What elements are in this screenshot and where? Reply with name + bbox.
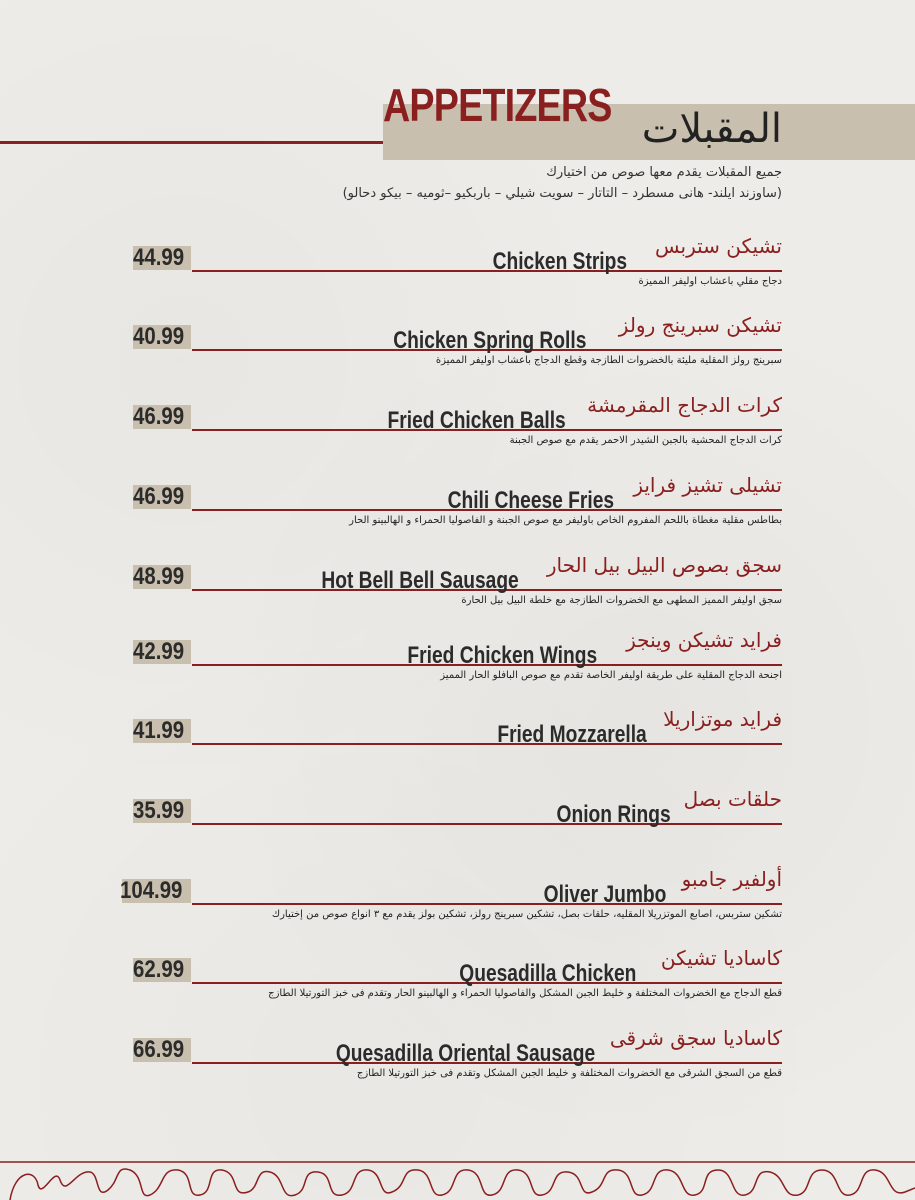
item-price: 48.99 xyxy=(133,563,185,590)
item-description: سبرينج رولز المقلية مليئة بالخضروات الطازجة وقطع الدجاج باعشاب اوليفر المميزة xyxy=(435,355,782,366)
item-name-ar: تشيكن سبرينج رولز xyxy=(618,313,782,337)
item-name-en: Quesadilla Chicken xyxy=(458,960,636,987)
item-description: تشكين ستربس، اصابع الموتزريلا المقليه، حلقات بصل، تشكين سبرينج رولز، تشكين بولز يقدم مع ٣ انواع صوص من إختيارك xyxy=(271,909,782,920)
menu-item xyxy=(0,393,915,475)
item-name-ar: كاساديا سجق شرقى xyxy=(609,1026,782,1050)
item-price: 66.99 xyxy=(133,1036,185,1063)
item-name-ar: تشيلى تشيز فرايز xyxy=(633,473,782,497)
item-price: 46.99 xyxy=(133,403,185,430)
item-name-en: Hot Bell Bell Sausage xyxy=(321,567,519,594)
item-name-ar: فرايد موتزاريلا xyxy=(663,707,782,731)
menu-item xyxy=(0,313,915,395)
item-name-en: Onion Rings xyxy=(556,801,671,828)
item-rule xyxy=(192,903,782,905)
item-description: قطع من السجق الشرقى مع الخضروات المختلفة و خليط الجبن المشكل وتقدم فى خبز التورتيلا الطازج xyxy=(356,1068,782,1079)
item-name-en: Oliver Jumbo xyxy=(543,881,666,908)
item-rule xyxy=(192,743,782,745)
menu-item xyxy=(0,787,915,869)
menu-item xyxy=(0,867,915,949)
script-border-decoration xyxy=(0,1140,915,1200)
section-title-en: APPETIZERS xyxy=(383,79,612,131)
intro-line-2: (ساوزند ايلند- هانى مسطرد – التاتار – سويت شيلي – باربكيو –ثوميه – بيكو دحالو) xyxy=(342,186,782,201)
item-price: 42.99 xyxy=(133,638,185,665)
item-description: دجاج مقلي باعشاب اوليفر المميزة xyxy=(638,276,782,287)
item-price: 35.99 xyxy=(133,797,185,824)
item-rule xyxy=(192,270,782,272)
menu-item xyxy=(0,473,915,555)
item-price: 104.99 xyxy=(120,877,183,904)
item-name-en: Chicken Strips xyxy=(492,248,627,275)
item-rule xyxy=(192,823,782,825)
item-description: اجنحة الدجاج المقلية على طريقة اوليفر الخاصة تقدم مع صوص البافلو الحار المميز xyxy=(440,670,782,681)
item-name-en: Chicken Spring Rolls xyxy=(392,327,586,354)
item-price: 44.99 xyxy=(133,244,185,271)
section-title-ar: المقبلات xyxy=(641,106,782,152)
item-price: 41.99 xyxy=(133,717,185,744)
menu-item xyxy=(0,553,915,635)
intro-note xyxy=(182,162,782,204)
item-name-ar: سجق بصوص البيل بيل الحار xyxy=(546,553,782,577)
item-price: 40.99 xyxy=(133,323,185,350)
item-description: قطع الدجاج مع الخضروات المختلفة و خليط الجبن المشكل والفاصوليا الحمراء و الهالبينو الحار وتقدم فى خبز التورتيلا الطازج xyxy=(268,988,782,999)
item-name-en: Fried Mozzarella xyxy=(497,721,647,748)
item-name-ar: تشيكن ستربس xyxy=(655,234,782,258)
intro-line-1: جميع المقبلات يقدم معها صوص من اختيارك xyxy=(546,165,782,180)
menu-item xyxy=(0,1026,915,1108)
menu-item xyxy=(0,234,915,316)
menu-item xyxy=(0,946,915,1028)
item-price: 62.99 xyxy=(133,956,185,983)
item-price: 46.99 xyxy=(133,483,185,510)
menu-item xyxy=(0,707,915,789)
item-name-ar: حلقات بصل xyxy=(683,787,782,811)
item-description: بطاطس مقلية مغطاة باللحم المفروم الخاص باوليفر مع صوص الجبنة و الفاصوليا الحمراء و الهالبينو الحار xyxy=(349,515,782,526)
item-description: كرات الدجاج المحشية بالجبن الشيدر الاحمر يقدم مع صوص الجبنة xyxy=(509,435,782,446)
item-name-en: Chili Cheese Fries xyxy=(447,487,614,514)
item-name-ar: كاساديا تشيكن xyxy=(660,946,782,970)
item-name-en: Fried Chicken Balls xyxy=(387,407,566,434)
item-name-en: Fried Chicken Wings xyxy=(407,642,597,669)
header-rule xyxy=(0,141,390,144)
item-name-ar: أولفير جامبو xyxy=(681,867,782,891)
item-name-ar: كرات الدجاج المقرمشة xyxy=(587,393,782,417)
item-name-ar: فرايد تشيكن وينجز xyxy=(626,628,782,652)
item-name-en: Quesadilla Oriental Sausage xyxy=(335,1040,595,1067)
menu-item xyxy=(0,628,915,710)
item-description: سجق اوليفر المميز المطهى مع الخضروات الطازجة مع خلطة البيل بيل الحارة xyxy=(461,595,782,606)
